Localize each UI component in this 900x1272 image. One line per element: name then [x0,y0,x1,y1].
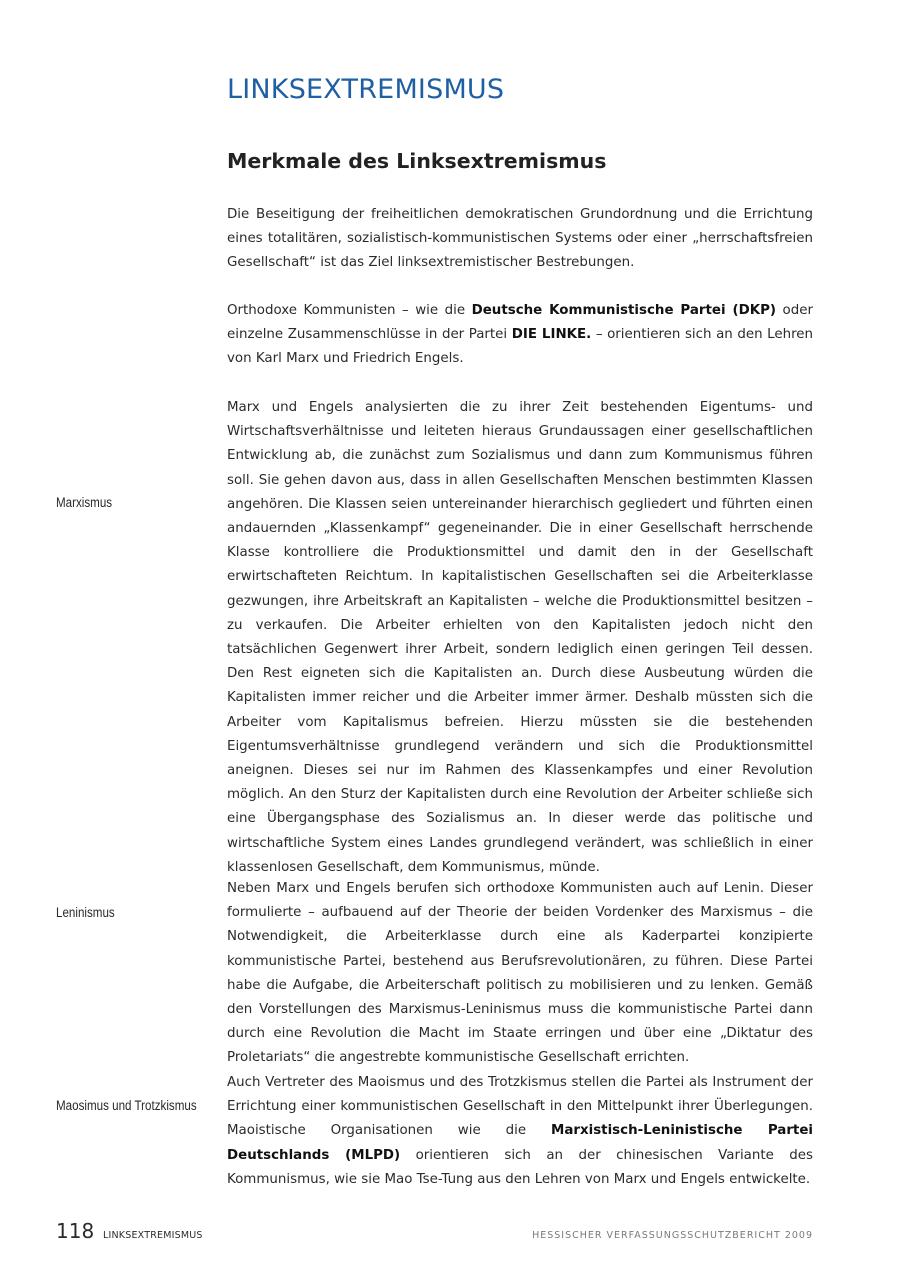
paragraph-leninismus: Neben Marx und Engels berufen sich orthodoxe Kommunisten auch auf Lenin. Dieser formulierte – aufbauend auf der Theorie der beiden Vordenker des Marxismus – die Notwendigkeit, die Arbeiterklasse durch eine als Kaderpartei konzipierte kommunistische Partei, bestehend aus Berufsrevolutionären, zu führen. Diese Partei habe die Aufgabe, die Arbeiterschaft politisch zu mobilisieren und zu lenken. Gemäß den Vorstellungen des Marxismus-Leninismus muss die kommunistische Partei dann durch eine Revolution die Macht im Staate erringen und über eine „Diktatur des Proletariats“ die angestrebte kommunistische Gesellschaft errichten. [227,881,813,1066]
margin-note-leninismus: Leninismus [56,905,115,920]
paragraph-marxismus: Marx und Engels analysierten die zu ihrer Zeit bestehenden Eigentums- und Wirtschaftsverhältnisse und leiteten hieraus Grundaussagen einer gesellschaftlichen Entwicklung ab, die zunächst zum Sozialismus und dann zum Kommunismus führen soll. Sie gehen davon aus, dass in allen Gesellschaften Menschen bestimmten Klassen angehören. Die Klassen seien untereinander hierarchisch gegliedert und führten einen andauernden „Klassenkampf“ gegeneinander. Die in einer Gesellschaft herrschende Klasse kontrolliere die Produktionsmittel und damit den in der Gesellschaft erwirtschafteten Reichtum. In kapitalistischen Gesellschaften sei die Arbeiterklasse gezwungen, ihre Arbeitskraft an Kapitalisten – welche die Produktionsmittel besitzen – zu verkaufen. Die Arbeiter erhielten von den Kapitalisten jedoch nicht den tatsächlichen Gegenwert ihrer Arbeit, sondern lediglich einen geringen Teil dessen. Den Rest eigneten sich die Kapitalisten an. Durch diese Ausbeutung würden die Kapitalisten immer reicher und die Arbeiter immer ärmer. Deshalb müssten sich die Arbeiter vom Kapitalismus befreien. Hierzu müssten sie die bestehenden Eigentumsverhältnisse grundlegend verändern und sich die Produktionsmittel aneignen. Dieses sei nur im Rahmen des Klassenkampfes und einer Revolution möglich. An den Sturz der Kapitalisten durch eine Revolution der Arbeiter schließe sich eine Übergangsphase des Sozialismus an. In dieser werde das politische und wirtschaftliche System eines Landes grundlegend verändert, was schließlich in einer klassenlosen Gesellschaft, dem Kommunismus, münde. [227,400,813,875]
paragraph-text: Orthodoxe Kommunisten – wie die [227,303,472,318]
footer-report-title: HESSISCHER VERFASSUNGSSCHUTZBERICHT 2009 [532,1230,813,1241]
footer-section-title: LINKSEXTREMISMUS [103,1230,203,1241]
paragraph-intro: Die Beseitigung der freiheitlichen demokratischen Grundordnung und die Errichtung eines totalitären, sozialistisch-kommunistischen Systems oder einer „herrschaftsfreien Gesellschaft“ ist das Ziel linksextremistischer Bestrebungen. [227,207,813,271]
paragraph-text: orientieren sich an der chinesischen Variante des Kommunismus, wie sie Mao Tse-Tung aus den Lehren von Marx und Engels entwickelte. [227,1147,813,1187]
page-number: 118 [56,1219,95,1243]
margin-note-maoismus: Maosimus und Trotzkismus [56,1098,197,1113]
margin-note-marxismus: Marxismus [56,495,113,510]
section-title: Merkmale des Linksextremismus [227,149,607,173]
party-name-die-linke: DIE LINKE. [511,327,592,343]
party-name-mlpd: Marxistisch-Leninistische Partei Deutschlands (MLPD) [227,1123,814,1163]
paragraph-text: Auch Vertreter des Maoismus und des Trotzkismus stellen die Partei als Instrument der Errichtung einer kommunistischen Gesellschaft in den Mittelpunkt ihrer Überlegungen. Maoistische Organisationen wie die [227,1075,813,1139]
party-name-dkp: Deutsche Kommunistische Partei (DKP) [471,303,777,318]
paragraph-text: – orientieren sich an den Lehren von Karl Marx und Friedrich Engels. [227,327,814,367]
paragraph-orthodox-communists [227,299,813,372]
paragraph-maoismus [227,1071,813,1192]
paragraph-text: oder einzelne Zusammenschlüsse in der Partei [227,303,813,343]
chapter-title: LINKSEXTREMISMUS [227,74,505,105]
